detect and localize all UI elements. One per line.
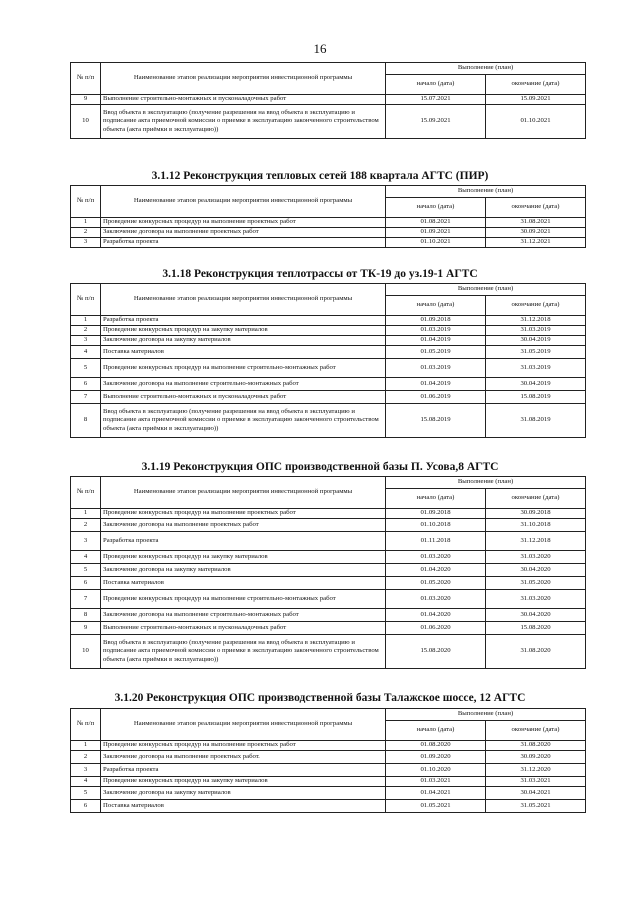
end-date: 31.05.2021 [486,800,586,813]
header-num: № п/п [71,186,101,218]
end-date: 31.12.2020 [486,764,586,777]
header-start: начало (дата) [386,296,486,316]
end-date: 30.09.2021 [486,228,586,238]
stage-name: Заключение договора на выполнение проектных работ [101,228,386,238]
table-row [71,316,586,326]
header-end: окончание (дата) [486,721,586,741]
row-number: 10 [71,105,101,139]
table-header-row [71,709,586,721]
row-number: 3 [71,764,101,777]
header-plan: Выполнение (план) [386,284,586,296]
end-date: 31.12.2018 [486,316,586,326]
header-num: № п/п [71,709,101,741]
row-number: 6 [71,577,101,590]
section-heading: 3.1.18 Реконструкция теплотрассы от ТК-19 до уз.19-1 АГТС [162,268,478,280]
row-number: 4 [71,346,101,359]
start-date: 15.08.2020 [386,635,486,669]
start-date: 01.04.2020 [386,564,486,577]
start-date: 01.03.2019 [386,359,486,378]
header-num: № п/п [71,63,101,95]
row-number: 5 [71,564,101,577]
end-date: 31.05.2020 [486,577,586,590]
stage-name: Разработка проекта [101,238,386,248]
row-number: 3 [71,336,101,346]
row-number: 6 [71,378,101,391]
row-number: 2 [71,519,101,532]
header-plan: Выполнение (план) [386,186,586,198]
table-row [71,336,586,346]
end-date: 15.09.2021 [486,95,586,105]
row-number: 4 [71,551,101,564]
end-date: 31.03.2019 [486,326,586,336]
end-date: 31.10.2018 [486,519,586,532]
stage-name: Ввод объекта в эксплуатацию (получение разрешения на ввод объекта в эксплуатацию и подписание акта приемочной комиссии о приемке в эксплуатацию законченного строительством объекта (акта приёмки в эксплуатацию)) [101,404,386,438]
start-date: 01.10.2018 [386,519,486,532]
start-date: 01.09.2018 [386,509,486,519]
start-date: 01.04.2020 [386,609,486,622]
table-header-row [71,477,586,489]
start-date: 01.11.2018 [386,532,486,551]
table-row [71,404,586,438]
header-end: окончание (дата) [486,198,586,218]
stage-name: Заключение договора на закупку материалов [101,336,386,346]
header-stage: Наименование этапов реализации мероприятия инвестиционной программы [101,477,386,509]
table-row [71,764,586,777]
start-date: 01.04.2019 [386,336,486,346]
stage-name: Проведение конкурсных процедур на выполнение строительно-монтажных работ [101,590,386,609]
table-row [71,622,586,635]
start-date: 15.08.2019 [386,404,486,438]
stage-name: Заключение договора на выполнение проектных работ [101,519,386,532]
end-date: 31.08.2020 [486,741,586,751]
stage-table [70,283,586,438]
table-row [71,238,586,248]
row-number: 2 [71,228,101,238]
start-date: 01.03.2020 [386,551,486,564]
stage-name: Выполнение строительно-монтажных и пусконаладочных работ [101,95,386,105]
start-date: 15.07.2021 [386,95,486,105]
start-date: 01.03.2021 [386,777,486,787]
start-date: 01.05.2020 [386,577,486,590]
table-row [71,378,586,391]
end-date: 15.08.2019 [486,391,586,404]
header-plan: Выполнение (план) [386,477,586,489]
header-stage: Наименование этапов реализации мероприятия инвестиционной программы [101,284,386,316]
row-number: 8 [71,609,101,622]
stage-name: Поставка материалов [101,800,386,813]
row-number: 9 [71,95,101,105]
start-date: 01.04.2021 [386,787,486,800]
stage-table [70,185,586,248]
start-date: 01.09.2018 [386,316,486,326]
table-row [71,777,586,787]
stage-name: Ввод объекта в эксплуатацию (получение разрешения на ввод объекта в эксплуатацию и подписание акта приемочной комиссии о приемке в эксплуатацию законченного строительством объекта (акта приёмки в эксплуатацию)) [101,635,386,669]
table-header-row [71,63,586,75]
section-heading: 3.1.12 Реконструкция тепловых сетей 188 квартала АГТС (ПИР) [151,170,489,182]
stage-name: Поставка материалов [101,346,386,359]
row-number: 5 [71,359,101,378]
stage-name: Разработка проекта [101,764,386,777]
header-stage: Наименование этапов реализации мероприятия инвестиционной программы [101,63,386,95]
table-row [71,577,586,590]
row-number: 7 [71,391,101,404]
header-start: начало (дата) [386,489,486,509]
table-row [71,105,586,139]
stage-name: Заключение договора на выполнение проектных работ. [101,751,386,764]
stage-name: Заключение договора на выполнение строительно-монтажных работ [101,609,386,622]
table-row [71,741,586,751]
start-date: 01.09.2020 [386,751,486,764]
stage-name: Проведение конкурсных процедур на выполнение проектных работ [101,509,386,519]
end-date: 31.03.2019 [486,359,586,378]
table-row [71,564,586,577]
table-row [71,509,586,519]
stage-name: Ввод объекта в эксплуатацию (получение разрешения на ввод объекта в эксплуатацию и подписание акта приемочной комиссии о приемке в эксплуатацию законченного строительством объекта (акта приёмки в эксплуатацию)) [101,105,386,139]
stage-name: Проведение конкурсных процедур на закупку материалов [101,326,386,336]
row-number: 2 [71,326,101,336]
row-number: 1 [71,741,101,751]
stage-name: Проведение конкурсных процедур на выполнение проектных работ [101,218,386,228]
row-number: 5 [71,787,101,800]
end-date: 15.08.2020 [486,622,586,635]
start-date: 01.05.2019 [386,346,486,359]
row-number: 1 [71,509,101,519]
start-date: 01.08.2021 [386,218,486,228]
row-number: 9 [71,622,101,635]
start-date: 01.09.2021 [386,228,486,238]
table-header-row [71,284,586,296]
header-stage: Наименование этапов реализации мероприятия инвестиционной программы [101,186,386,218]
start-date: 01.06.2020 [386,622,486,635]
end-date: 31.08.2020 [486,635,586,669]
end-date: 30.04.2020 [486,609,586,622]
row-number: 3 [71,238,101,248]
row-number: 2 [71,751,101,764]
start-date: 01.08.2020 [386,741,486,751]
stage-name: Разработка проекта [101,316,386,326]
stage-name: Проведение конкурсных процедур на закупку материалов [101,551,386,564]
row-number: 1 [71,316,101,326]
end-date: 30.04.2021 [486,787,586,800]
end-date: 31.12.2018 [486,532,586,551]
header-num: № п/п [71,477,101,509]
start-date: 01.03.2019 [386,326,486,336]
start-date: 01.04.2019 [386,378,486,391]
header-plan: Выполнение (план) [386,63,586,75]
section-heading: 3.1.19 Реконструкция ОПС производственной базы П. Усова,8 АГТС [141,461,499,473]
end-date: 01.10.2021 [486,105,586,139]
table-row [71,532,586,551]
end-date: 31.08.2021 [486,218,586,228]
row-number: 4 [71,777,101,787]
stage-name: Выполнение строительно-монтажных и пусконаладочных работ [101,622,386,635]
stage-name: Поставка материалов [101,577,386,590]
table-row [71,609,586,622]
table-row [71,519,586,532]
stage-table [70,708,586,813]
stage-name: Разработка проекта [101,532,386,551]
end-date: 31.12.2021 [486,238,586,248]
stage-name: Выполнение строительно-монтажных и пусконаладочных работ [101,391,386,404]
end-date: 30.04.2019 [486,378,586,391]
header-stage: Наименование этапов реализации мероприятия инвестиционной программы [101,709,386,741]
table-row [71,326,586,336]
end-date: 30.04.2020 [486,564,586,577]
table-row [71,590,586,609]
end-date: 30.09.2018 [486,509,586,519]
row-number: 3 [71,532,101,551]
stage-name: Заключение договора на выполнение строительно-монтажных работ [101,378,386,391]
table-row [71,228,586,238]
start-date: 01.10.2021 [386,238,486,248]
row-number: 10 [71,635,101,669]
table-row [71,391,586,404]
header-plan: Выполнение (план) [386,709,586,721]
stage-name: Проведение конкурсных процедур на выполнение строительно-монтажных работ [101,359,386,378]
stage-name: Заключение договора на закупку материалов [101,564,386,577]
header-num: № п/п [71,284,101,316]
header-end: окончание (дата) [486,489,586,509]
stage-table [70,62,586,139]
row-number: 7 [71,590,101,609]
table-row [71,346,586,359]
start-date: 01.05.2021 [386,800,486,813]
end-date: 31.08.2019 [486,404,586,438]
header-end: окончание (дата) [486,75,586,95]
end-date: 30.09.2020 [486,751,586,764]
table-row [71,751,586,764]
table-row [71,800,586,813]
start-date: 01.03.2020 [386,590,486,609]
end-date: 31.03.2020 [486,590,586,609]
end-date: 30.04.2019 [486,336,586,346]
end-date: 31.05.2019 [486,346,586,359]
row-number: 8 [71,404,101,438]
end-date: 31.03.2021 [486,777,586,787]
start-date: 01.06.2019 [386,391,486,404]
stage-name: Заключение договора на закупку материалов [101,787,386,800]
stage-table [70,476,586,669]
header-end: окончание (дата) [486,296,586,316]
table-row [71,551,586,564]
stage-name: Проведение конкурсных процедур на выполнение проектных работ [101,741,386,751]
stage-name: Проведение конкурсных процедур на закупку материалов [101,777,386,787]
table-row [71,635,586,669]
header-start: начало (дата) [386,198,486,218]
start-date: 15.09.2021 [386,105,486,139]
table-row [71,787,586,800]
header-start: начало (дата) [386,721,486,741]
row-number: 1 [71,218,101,228]
table-row [71,218,586,228]
page-number: 16 [313,41,327,56]
table-header-row [71,186,586,198]
start-date: 01.10.2020 [386,764,486,777]
section-heading: 3.1.20 Реконструкция ОПС производственной базы Талажское шоссе, 12 АГТС [114,692,526,704]
row-number: 6 [71,800,101,813]
header-start: начало (дата) [386,75,486,95]
end-date: 31.03.2020 [486,551,586,564]
table-row [71,95,586,105]
table-row [71,359,586,378]
